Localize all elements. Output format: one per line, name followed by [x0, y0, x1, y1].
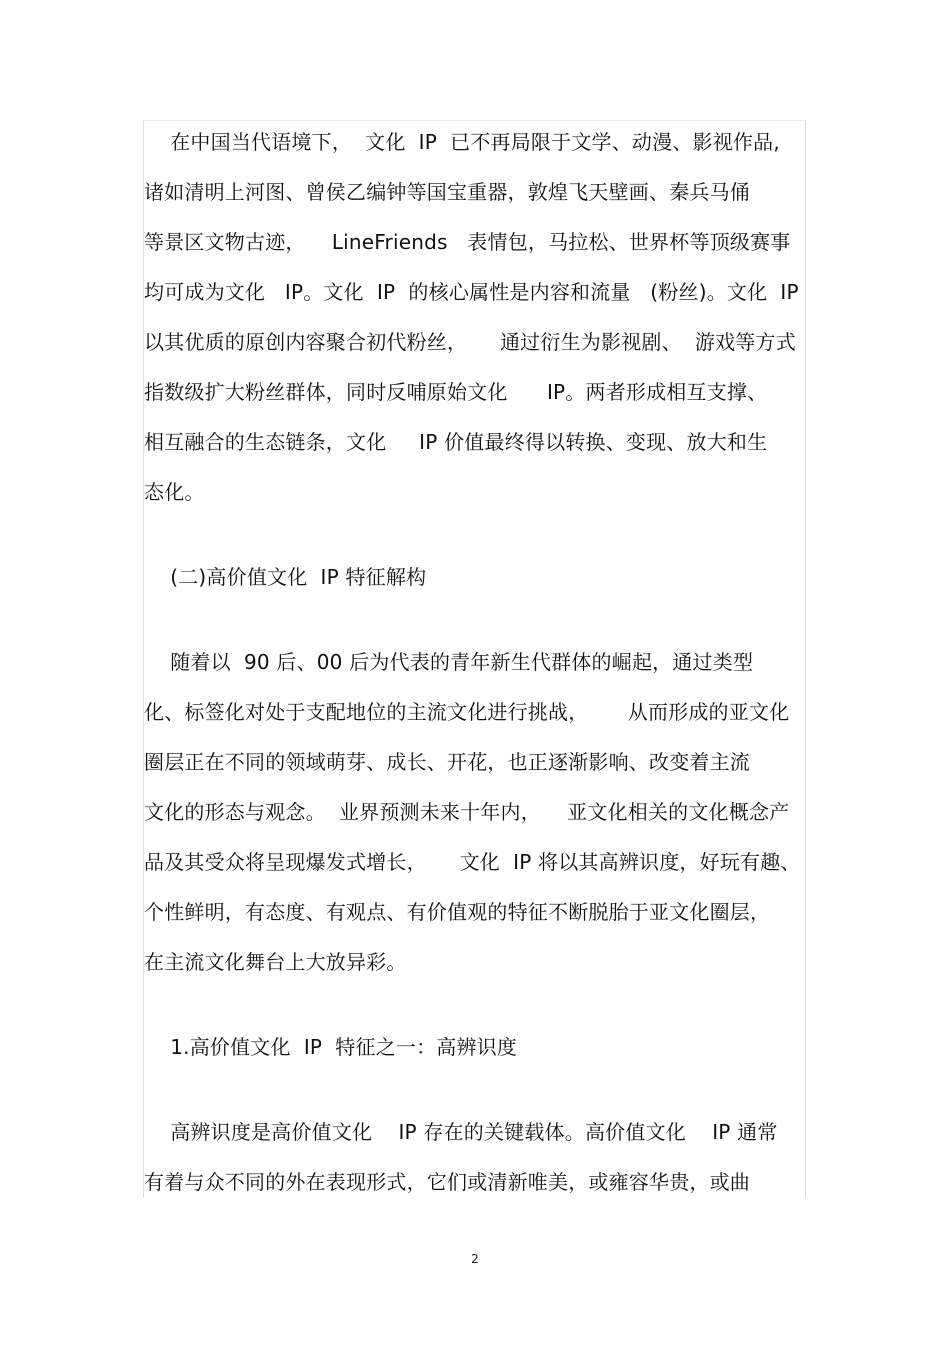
text-line: 在主流文化舞台上大放异彩。 — [144, 950, 407, 974]
text-line: 文化的形态与观念。 业界预测未来十年内， 亚文化相关的文化概念产 — [144, 800, 790, 824]
text-line: 态化。 — [144, 480, 205, 504]
page-number: 2 — [471, 1252, 479, 1266]
text-line: 诸如清明上河图、曾侯乙编钟等国宝重器，敦煌飞天壁画、秦兵马俑 — [144, 180, 750, 204]
text-line: 在中国当代语境下， 文化 IP 已不再局限于文学、动漫、影视作品, — [144, 130, 780, 154]
text-line: 以其优质的原创内容聚合初代粉丝， 通过衍生为影视剧、 游戏等方式 — [144, 330, 796, 354]
text-line: (二)高价值文化 IP 特征解构 — [144, 565, 427, 589]
text-line: 相互融合的生态链条，文化 IP 价值最终得以转换、变现、放大和生 — [144, 430, 768, 454]
text-line: 指数级扩大粉丝群体，同时反哺原始文化 IP。两者形成相互支撑、 — [144, 380, 768, 404]
text-line: 1.高价值文化 IP 特征之一：高辨识度 — [144, 1035, 518, 1059]
text-line: 均可成为文化 IP。文化 IP 的核心属性是内容和流量 (粉丝)。文化 IP — [144, 280, 799, 304]
text-line: 化、标签化对处于支配地位的主流文化进行挑战， 从而形成的亚文化 — [144, 700, 790, 724]
text-line: 高辨识度是高价值文化 IP 存在的关键载体。高价值文化 IP 通常 — [144, 1120, 778, 1144]
text-line: 等景区文物古迹， LineFriends 表情包，马拉松、世界杯等顶级赛事 — [144, 230, 791, 254]
text-line: 有着与众不同的外在表现形式，它们或清新唯美，或雍容华贵，或曲 — [144, 1170, 750, 1194]
text-line: 品及其受众将呈现爆发式增长， 文化 IP 将以其高辨识度，好玩有趣、 — [144, 850, 801, 874]
text-line: 圈层正在不同的领域萌芽、成长、开花，也正逐渐影响、改变着主流 — [144, 750, 750, 774]
text-line: 随着以 90 后、00 后为代表的青年新生代群体的崛起，通过类型 — [144, 650, 754, 674]
text-line: 个性鲜明，有态度、有观点、有价值观的特征不断脱胎于亚文化圈层， — [144, 900, 771, 924]
